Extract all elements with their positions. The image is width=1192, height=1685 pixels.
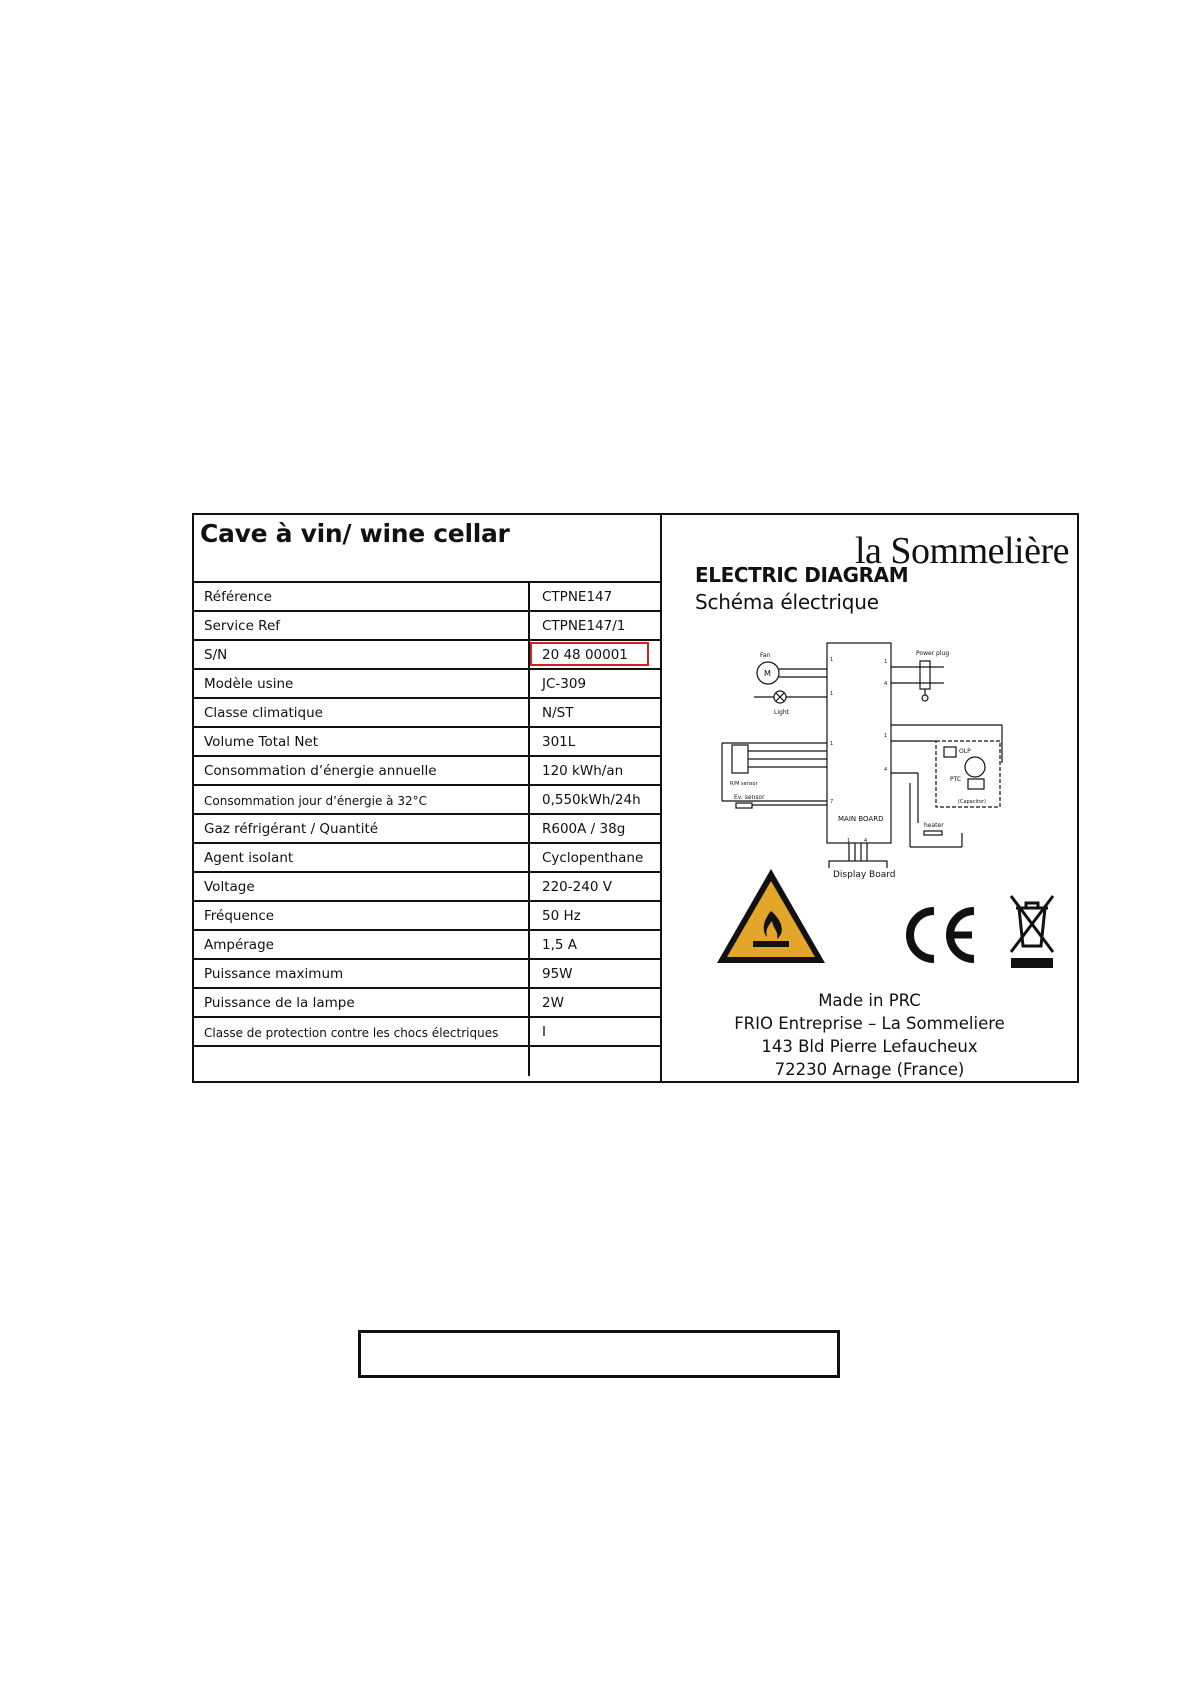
spec-value: R600A / 38g: [542, 821, 626, 837]
diagram-panel: [662, 515, 1077, 1081]
spec-name: Puissance de la lampe: [194, 989, 530, 1016]
spec-value: I: [542, 1024, 546, 1040]
display-board-box: [829, 861, 887, 868]
spec-value: 120 kWh/an: [542, 763, 624, 779]
heater-symbol: [924, 831, 942, 835]
svg-text:4: 4: [864, 838, 868, 844]
spec-name: Consommation d’énergie annuelle: [194, 757, 530, 784]
spec-row: [194, 757, 660, 786]
wiring-diagram: [714, 623, 1044, 868]
fan-label: Fan: [760, 652, 771, 659]
room-sensor-symbol: [732, 745, 748, 773]
spec-name: Ampérage: [194, 931, 530, 958]
brand-logo: la Sommelière: [854, 530, 1069, 572]
empty-field-box: [358, 1330, 840, 1378]
spec-row: [194, 1018, 660, 1047]
spec-value: [530, 1047, 660, 1076]
svg-text:4: 4: [884, 767, 888, 773]
spec-value: CTPNE147/1: [542, 618, 626, 634]
spec-row: [194, 902, 660, 931]
svg-text:1: 1: [847, 838, 851, 844]
manufacturer-address: [662, 989, 1077, 1081]
spec-value: CTPNE147: [542, 589, 613, 605]
svg-text:R/M sensor: R/M sensor: [730, 781, 758, 787]
spec-name: [194, 1047, 530, 1076]
spec-row: [194, 641, 660, 670]
spec-row: [194, 612, 660, 641]
spec-row: [194, 873, 660, 902]
spec-name: Puissance maximum: [194, 960, 530, 987]
svg-text:7: 7: [830, 799, 834, 805]
ce-mark-icon: [898, 905, 980, 965]
spec-value: 2W: [542, 995, 564, 1011]
spec-name: Agent isolant: [194, 844, 530, 871]
street-address: 143 Bld Pierre Lefaucheux: [761, 1037, 978, 1056]
city-address: 72230 Arnage (France): [774, 1060, 965, 1079]
weee-crossed-bin-icon: [1007, 894, 1057, 970]
spec-row: [194, 1047, 660, 1076]
main-board-box: [827, 643, 891, 843]
spec-name: Service Ref: [194, 612, 530, 639]
spec-name: Consommation jour d’énergie à 32°C: [194, 786, 530, 813]
spec-name: Modèle usine: [194, 670, 530, 697]
spec-value: 50 Hz: [542, 908, 581, 924]
spec-row: [194, 844, 660, 873]
light-label: Light: [774, 709, 789, 716]
spec-row: [194, 699, 660, 728]
spec-value: 0,550kWh/24h: [542, 792, 641, 808]
spec-value: 301L: [542, 734, 576, 750]
spec-row: [194, 670, 660, 699]
spec-row: [194, 815, 660, 844]
spec-row: [194, 989, 660, 1018]
svg-text:1: 1: [884, 733, 888, 739]
spec-row: [194, 728, 660, 757]
svg-text:1: 1: [884, 659, 888, 665]
spec-row: [194, 583, 660, 612]
diagram-subtitle: Schéma électrique: [695, 590, 879, 614]
svg-text:OLP: OLP: [959, 748, 971, 755]
diagram-title: ELECTRIC DIAGRAM: [695, 563, 909, 587]
spec-name: Volume Total Net: [194, 728, 530, 755]
svg-text:4: 4: [884, 681, 888, 687]
svg-text:PTC: PTC: [950, 776, 962, 783]
spec-name: Fréquence: [194, 902, 530, 929]
label-title: Cave à vin/ wine cellar: [194, 515, 660, 583]
rating-label: [192, 513, 1079, 1083]
power-plug-label: Power plug: [916, 650, 950, 657]
made-in: Made in PRC: [818, 991, 921, 1010]
serial-number-value: 20 48 00001: [530, 641, 660, 668]
spec-row: [194, 931, 660, 960]
spec-value: 220-240 V: [542, 879, 612, 895]
svg-text:1: 1: [830, 691, 834, 697]
spec-name: Classe climatique: [194, 699, 530, 726]
svg-text:(Capacitor): (Capacitor): [958, 799, 986, 805]
main-board-label: MAIN BOARD: [838, 815, 884, 823]
flammable-warning-icon: [715, 867, 827, 965]
spec-name: Gaz réfrigérant / Quantité: [194, 815, 530, 842]
evap-sensor-symbol: [736, 803, 752, 808]
display-board-label: Display Board: [833, 870, 896, 880]
spec-value: 95W: [542, 966, 573, 982]
spec-row: [194, 960, 660, 989]
spec-name: Voltage: [194, 873, 530, 900]
spec-name: S/N: [194, 641, 530, 668]
svg-text:1: 1: [830, 657, 834, 663]
spec-value: 1,5 A: [542, 937, 577, 953]
compressor-symbol: [965, 757, 985, 777]
evap-sensor-label: Ev. sensor: [734, 794, 765, 801]
svg-text:1: 1: [830, 741, 834, 747]
spec-value: Cyclopenthane: [542, 850, 644, 866]
heater-label: heater: [924, 822, 944, 829]
spec-name: Classe de protection contre les chocs électriques: [194, 1018, 530, 1045]
spec-row: [194, 786, 660, 815]
spec-value: N/ST: [542, 705, 574, 721]
spec-rows: [194, 583, 660, 1081]
spec-value: JC-309: [542, 676, 587, 692]
spec-table: [194, 515, 662, 1081]
svg-text:M: M: [764, 669, 771, 678]
company-name: FRIO Entreprise – La Sommeliere: [734, 1014, 1005, 1033]
spec-name: Référence: [194, 583, 530, 610]
